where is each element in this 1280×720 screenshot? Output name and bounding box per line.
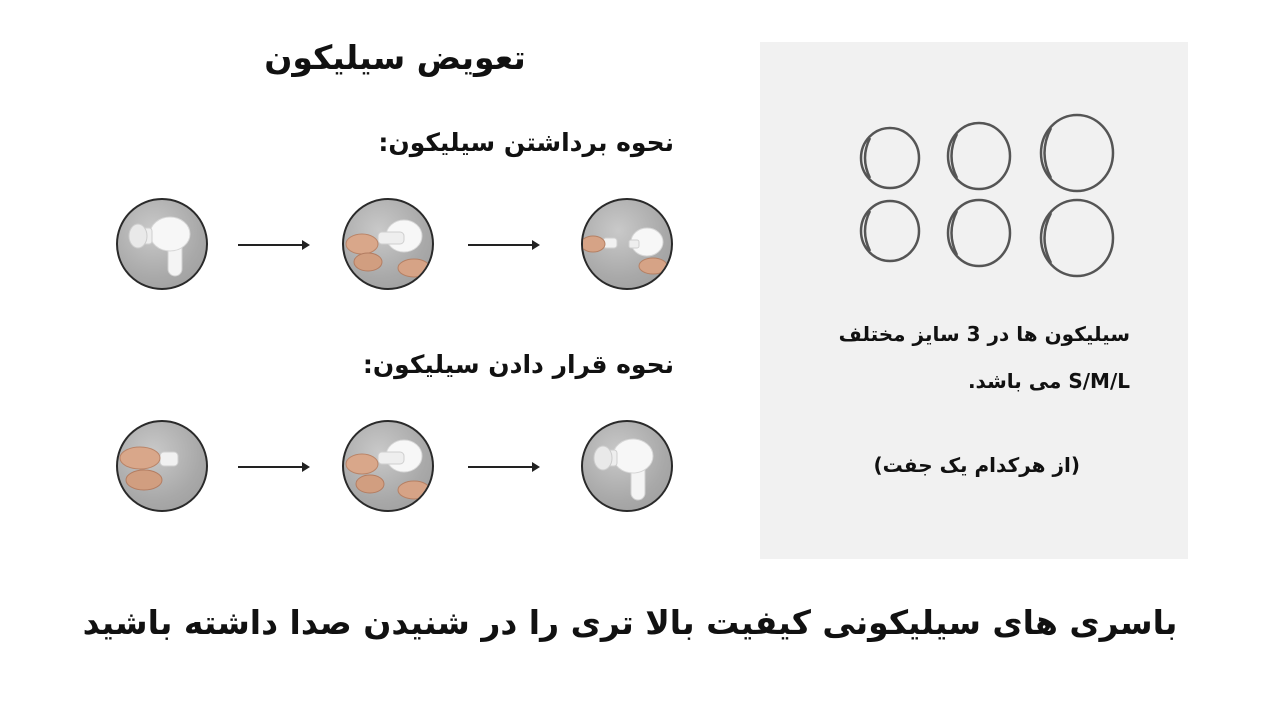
arrow-right-icon: [468, 460, 540, 474]
insert-step-3-earbud-icon: [581, 420, 673, 512]
insert-tip-label: نحوه قرار دادن سیلیکون:: [362, 350, 674, 379]
silicone-ear-tip-icon: [861, 128, 919, 188]
arrow-right-icon: [238, 238, 310, 252]
insert-step-1-fingers-icon: [116, 420, 208, 512]
silicone-ear-tip-icon: [1041, 115, 1113, 191]
remove-step-3-tip-off-icon: [581, 198, 673, 290]
insert-step-2-fingers-icon: [342, 420, 434, 512]
silicone-ear-tip-icon: [1041, 200, 1113, 276]
arrow-right-icon: [468, 238, 540, 252]
ear-tip-sizes-icon: [845, 100, 1135, 290]
page-title: تعویض سیلیکون: [264, 38, 526, 77]
silicone-ear-tip-icon: [948, 123, 1010, 189]
silicone-ear-tip-inner-icon: [865, 211, 870, 251]
remove-step-2-fingers-icon: [342, 198, 434, 290]
silicone-ear-tip-icon: [948, 200, 1010, 266]
footer-caption: باسری های سیلیکونی کیفیت بالا تری را در شنیدن صدا داشته باشید: [82, 603, 1178, 642]
silicone-ear-tip-inner-icon: [865, 138, 870, 178]
silicone-ear-tip-icon: [861, 201, 919, 261]
sizes-text-line-1: سیلیکون ها در 3 سایز مختلف: [838, 322, 1130, 346]
sizes-text-line-2: S/M/L می باشد.: [967, 369, 1130, 393]
remove-tip-label: نحوه برداشتن سیلیکون:: [378, 128, 674, 157]
remove-step-1-earbud-icon: [116, 198, 208, 290]
sizes-text-line-3: (از هرکدام یک جفت): [873, 453, 1080, 477]
arrow-right-icon: [238, 460, 310, 474]
